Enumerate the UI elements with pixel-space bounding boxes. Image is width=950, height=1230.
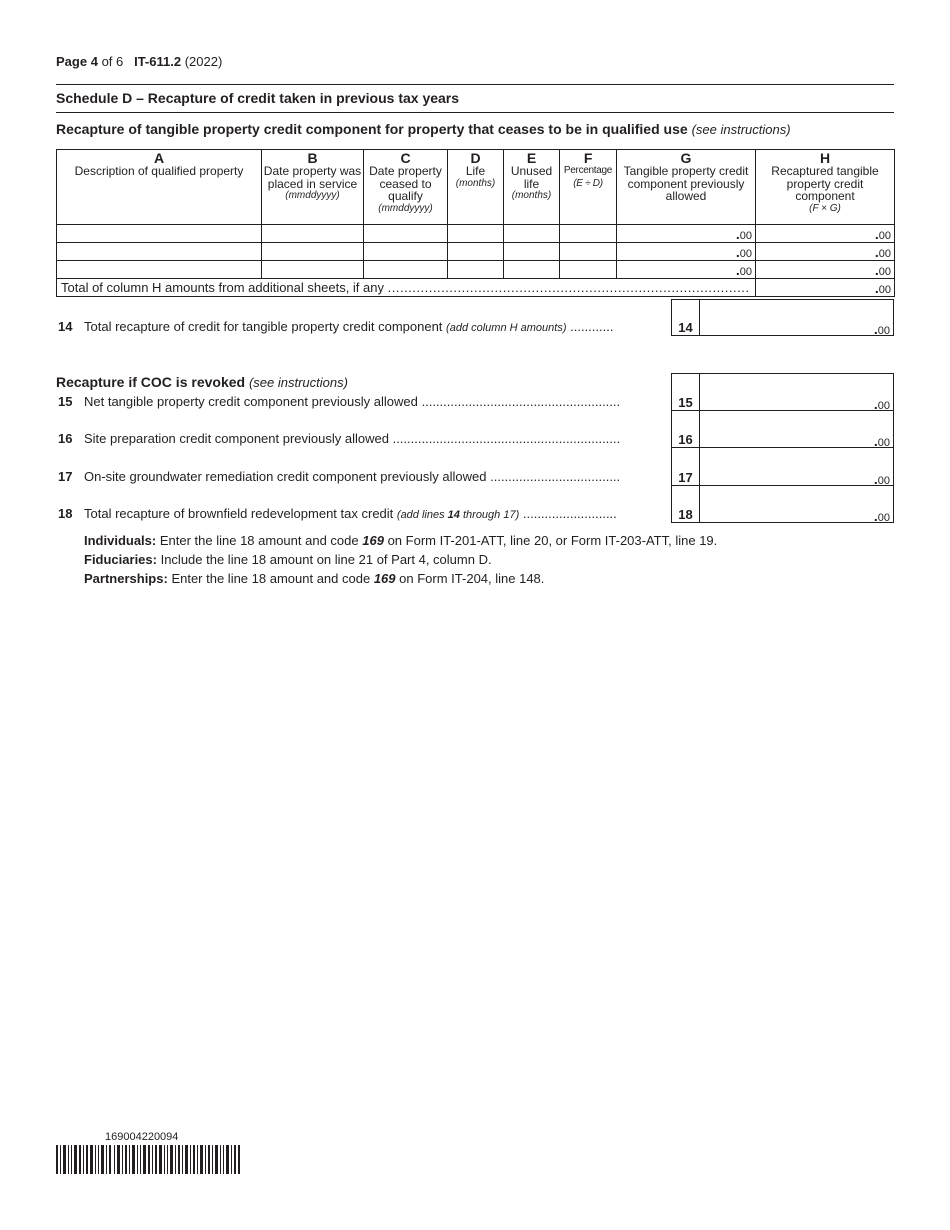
- partnerships-instruction: Partnerships: Enter the line 18 amount and code 169 on Form IT-204, line 148.: [84, 571, 545, 586]
- table-row: [57, 261, 895, 279]
- line-18-number: 18: [671, 485, 700, 523]
- line-15-amount[interactable]: .00: [700, 373, 894, 411]
- cell-f[interactable]: [560, 243, 617, 261]
- cell-c[interactable]: [364, 243, 448, 261]
- subtitle-text: Recapture of tangible property credit component for property that ceases to be in qualified use: [56, 121, 688, 137]
- cell-g[interactable]: .00: [617, 261, 756, 279]
- cell-g[interactable]: .00: [617, 225, 756, 243]
- cell-b[interactable]: [262, 243, 364, 261]
- cell-c[interactable]: [364, 225, 448, 243]
- cell-a[interactable]: [57, 243, 262, 261]
- cell-e[interactable]: [504, 243, 560, 261]
- table-row: [57, 225, 895, 243]
- line-17-amount[interactable]: .00: [700, 447, 894, 486]
- additional-sheets-amount[interactable]: .00: [756, 279, 895, 297]
- cents-label: 00: [878, 230, 891, 242]
- individuals-instruction: Individuals: Enter the line 18 amount and code 169 on Form IT-201-ATT, line 20, or Form IT-203-ATT, line 19.: [84, 533, 718, 548]
- cell-c[interactable]: [364, 261, 448, 279]
- page-word: Page: [56, 54, 88, 69]
- page-number: 4: [90, 54, 98, 69]
- additional-sheets-label: Total of column H amounts from additional sheets, if any ........................................................................................: [57, 279, 756, 297]
- line-18-amount[interactable]: .00: [700, 485, 894, 523]
- cents-label: 00: [878, 266, 891, 278]
- page-of: of 6: [101, 54, 124, 69]
- cell-d[interactable]: [448, 243, 504, 261]
- column-header-g: G Tangible property credit component previously allowed: [617, 150, 756, 225]
- subtitle-note: (see instructions): [691, 122, 791, 137]
- cell-g[interactable]: .00: [617, 243, 756, 261]
- coc-heading: Recapture if COC is revoked (see instructions): [56, 374, 348, 390]
- form-id: IT-611.2: [134, 54, 182, 69]
- cents-label: 00: [739, 248, 752, 260]
- line-17-number: 17: [671, 447, 700, 486]
- column-header-c: C Date property ceased to qualify (mmddyyyy): [364, 150, 448, 225]
- cell-d[interactable]: [448, 261, 504, 279]
- cell-f[interactable]: [560, 261, 617, 279]
- cell-a[interactable]: [57, 261, 262, 279]
- line-15-label: 15 Net tangible property credit component previously allowed .......................................................: [58, 394, 621, 409]
- line-14-amount[interactable]: .00: [700, 299, 894, 336]
- column-header-h: H Recaptured tangible property credit component (F × G): [756, 150, 895, 225]
- table-row: [57, 243, 895, 261]
- cents-label: 00: [878, 284, 891, 296]
- line-14-label: 14 Total recapture of credit for tangible property credit component (add column H amounts) ............: [58, 319, 614, 334]
- schedule-subtitle: [56, 121, 791, 137]
- column-header-e: E Unused life (months): [504, 150, 560, 225]
- table-header-row: [57, 150, 895, 225]
- cell-b[interactable]: [262, 225, 364, 243]
- additional-sheets-row: [57, 279, 895, 297]
- header-rule: [56, 84, 894, 85]
- column-header-b: B Date property was placed in service (mmddyyyy): [262, 150, 364, 225]
- cell-h[interactable]: .00: [756, 261, 895, 279]
- line-16-amount[interactable]: .00: [700, 410, 894, 448]
- filing-instructions: [84, 531, 717, 588]
- line-17-label: 17 On-site groundwater remediation credit component previously allowed ....................................: [58, 469, 621, 484]
- cell-h[interactable]: .00: [756, 225, 895, 243]
- cell-e[interactable]: [504, 225, 560, 243]
- cents-label: 00: [739, 230, 752, 242]
- fiduciaries-instruction: Fiduciaries: Include the line 18 amount on line 21 of Part 4, column D.: [84, 552, 492, 567]
- line-15-number: 15: [671, 373, 700, 411]
- cell-d[interactable]: [448, 225, 504, 243]
- recapture-table: [56, 149, 895, 297]
- column-header-f: F Percentage (E ÷ D): [560, 150, 617, 225]
- cell-b[interactable]: [262, 261, 364, 279]
- cell-e[interactable]: [504, 261, 560, 279]
- cents-label: 00: [739, 266, 752, 278]
- page-header: [56, 54, 222, 69]
- form-year: (2022): [184, 54, 223, 69]
- schedule-title: Schedule D – Recapture of credit taken in previous tax years: [56, 90, 460, 106]
- column-header-d: D Life (months): [448, 150, 504, 225]
- title-rule: [56, 112, 894, 113]
- barcode-image: [56, 1145, 240, 1174]
- cell-f[interactable]: [560, 225, 617, 243]
- column-header-a: A Description of qualified property: [57, 150, 262, 225]
- cell-a[interactable]: [57, 225, 262, 243]
- line-16-number: 16: [671, 410, 700, 448]
- cell-h[interactable]: .00: [756, 243, 895, 261]
- barcode-number: 169004220094: [105, 1131, 179, 1143]
- line-16-label: 16 Site preparation credit component previously allowed ...............................................................: [58, 431, 621, 446]
- line-14-number: 14: [671, 299, 700, 336]
- line-18-label: 18 Total recapture of brownfield redevelopment tax credit (add lines 14 through 17) ..........................: [58, 506, 617, 521]
- cents-label: 00: [878, 248, 891, 260]
